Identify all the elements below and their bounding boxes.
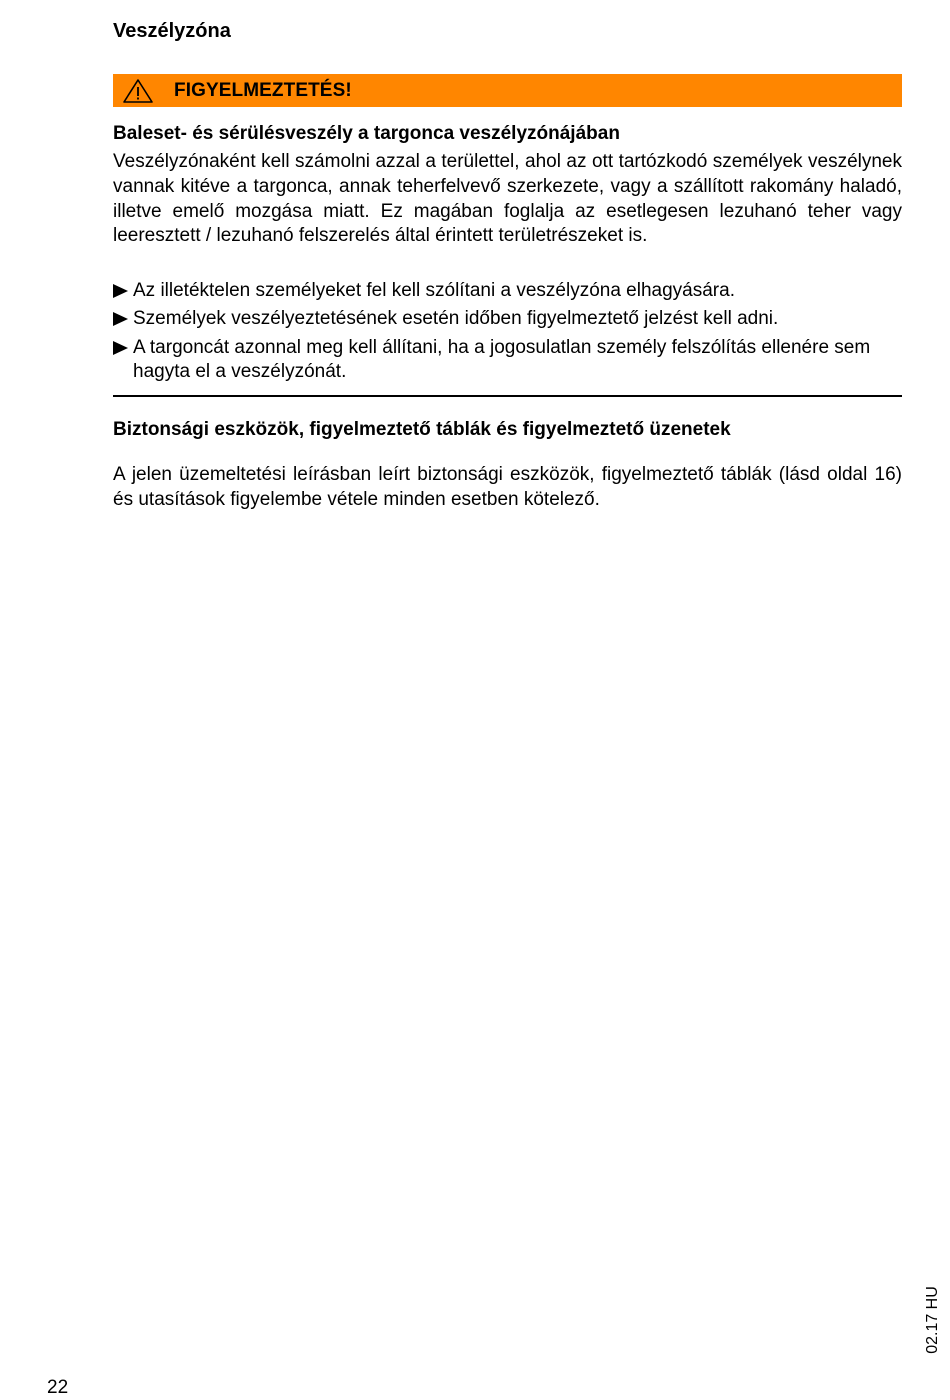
warning-heading: Baleset- és sérülésveszély a targonca veszélyzónájában xyxy=(113,123,620,144)
warning-banner xyxy=(113,74,902,107)
page-number: 22 xyxy=(47,1377,69,1398)
arrow-right-icon xyxy=(113,312,128,326)
document-code: 02.17 HU xyxy=(924,1286,941,1354)
warning-label: FIGYELMEZTETÉS! xyxy=(174,79,352,101)
arrow-right-icon xyxy=(113,341,128,355)
warning-text: Veszélyzónaként kell számolni azzal a területtel, ahol az ott tartózkodó személyek veszélynek vannak kitéve a targonca, annak teherfelvevő szerkezete, vagy a szállított rakomány haladó, illetve emelő mozgása miatt. Ez magában foglalja az esetlegesen lezuhanó teher vagy leeresztett / lezuhanó felszerelés által érintett területrészeket is. xyxy=(113,151,902,247)
divider xyxy=(113,395,902,397)
warning-bullet-list xyxy=(113,279,902,389)
list-item xyxy=(113,307,902,332)
list-item-text: A targoncát azonnal meg kell állítani, ha a jogosulatlan személy felszólítás ellenére sem hagyta el a veszélyzónát. xyxy=(133,336,871,383)
section-title: Veszélyzóna xyxy=(113,20,231,42)
list-item xyxy=(113,336,902,386)
list-item-text: Személyek veszélyeztetésének esetén időben figyelmeztető jelzést kell adni. xyxy=(133,308,779,330)
subsection-text: A jelen üzemeltetési leírásban leírt biztonsági eszközök, figyelmeztető táblák (lásd oldal 16) és utasítások figyelembe vétele minden esetben kötelező. xyxy=(113,464,902,510)
arrow-right-icon xyxy=(113,284,128,298)
warning-triangle-icon xyxy=(122,78,154,104)
list-item-text: Az illetéktelen személyeket fel kell szólítani a veszélyzóna elhagyására. xyxy=(133,280,735,301)
subsection-heading: Biztonsági eszközök, figyelmeztető táblák és figyelmeztető üzenetek xyxy=(113,419,731,440)
list-item xyxy=(113,279,902,304)
